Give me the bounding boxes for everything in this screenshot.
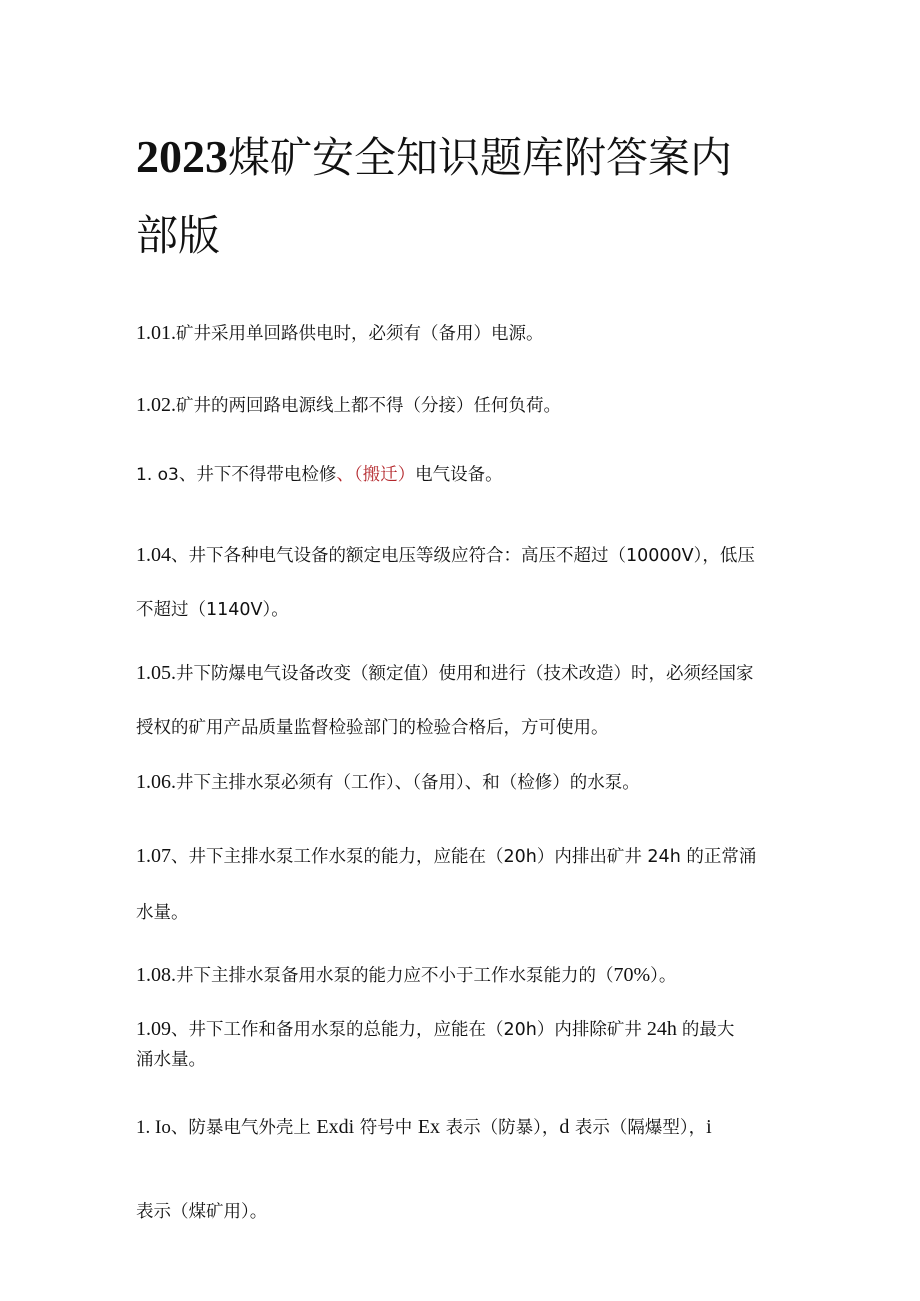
question-text-part-a: 、防暴电气外壳上 [170,1118,317,1138]
question-text-line1: 、井下各种电气设备的额定电压等级应符合：高压不超过（10000V），低压 [171,546,755,566]
question-number: 1. o3 [136,465,179,485]
question-text-part-b: ）。 [650,966,677,986]
question-text-part-b: 电气设备。 [415,465,503,485]
question-1-02 [136,390,796,421]
question-text-line1: 井下防爆电气设备改变（额定值）使用和进行（技术改造）时，必须经国家 [176,664,754,684]
question-symbol-d: d [559,1116,570,1138]
question-text-percent: 70% [613,964,651,986]
question-number: 1.01. [136,322,176,344]
question-symbol-exdi: Exdi [316,1116,355,1138]
question-number: 1.07 [136,845,171,867]
question-text-part-b: 符号中 [354,1118,418,1138]
title-year: 2023 [136,131,228,182]
question-number: 1.08. [136,964,176,986]
question-text-line2: 授权的矿用产品质量监督检验部门的检验合格后，方可使用。 [136,718,609,738]
question-text: 矿井采用单回路供电时，必须有（备用）电源。 [176,324,544,344]
title-text-line2: 部版 [136,211,221,260]
title-text-line1: 煤矿安全知识题库附答案内 [228,133,733,182]
document-title [136,118,796,275]
question-1-09 [136,1014,796,1075]
question-text-hours: 24h [641,1018,682,1040]
question-1-10 [136,1085,796,1254]
question-1-03 [136,460,796,490]
question-symbol-i: i [706,1116,712,1138]
question-number: 1.05. [136,662,176,684]
question-symbol-ex: Ex [417,1116,441,1138]
question-text-highlight: 、（搬迁） [336,465,416,485]
question-number: 1. Io [136,1117,171,1138]
question-text-part-a: 、井下工作和备用水泵的总能力，应能在（20h）内排除矿井 [171,1020,642,1040]
question-text-part-d: 表示（隔爆型）， [569,1118,707,1138]
question-text-line1: 、井下主排水泵工作水泵的能力，应能在（20h）内排出矿井 24h 的正常涌 [171,847,757,867]
question-number: 1.02. [136,394,176,416]
question-number: 1.06. [136,771,176,793]
question-1-04 [136,528,796,637]
question-text-line2: 表示（煤矿用）。 [136,1202,268,1222]
question-text-line2: 不超过（1140V）。 [136,600,289,620]
question-number: 1.09 [136,1018,171,1040]
question-text-line2: 涌水量。 [136,1050,206,1070]
question-1-07 [136,828,796,941]
question-1-05 [136,646,796,755]
question-text-part-c: 表示（防暴）， [440,1118,560,1138]
question-text-part-a: 、井下不得带电检修 [178,465,337,485]
question-text-line2: 水量。 [136,903,189,923]
question-1-08 [136,960,796,991]
question-1-01 [136,318,796,349]
question-number: 1.04 [136,544,171,566]
question-text: 矿井的两回路电源线上都不得（分接）任何负荷。 [176,396,561,416]
question-text-part-b: 的最大 [681,1020,735,1040]
question-text: 井下主排水泵必须有（工作）、（备用）、和（检修）的水泵。 [176,773,640,793]
question-text-part-a: 井下主排水泵备用水泵的能力应不小于工作水泵能力的（ [176,966,614,986]
question-1-06 [136,767,796,798]
